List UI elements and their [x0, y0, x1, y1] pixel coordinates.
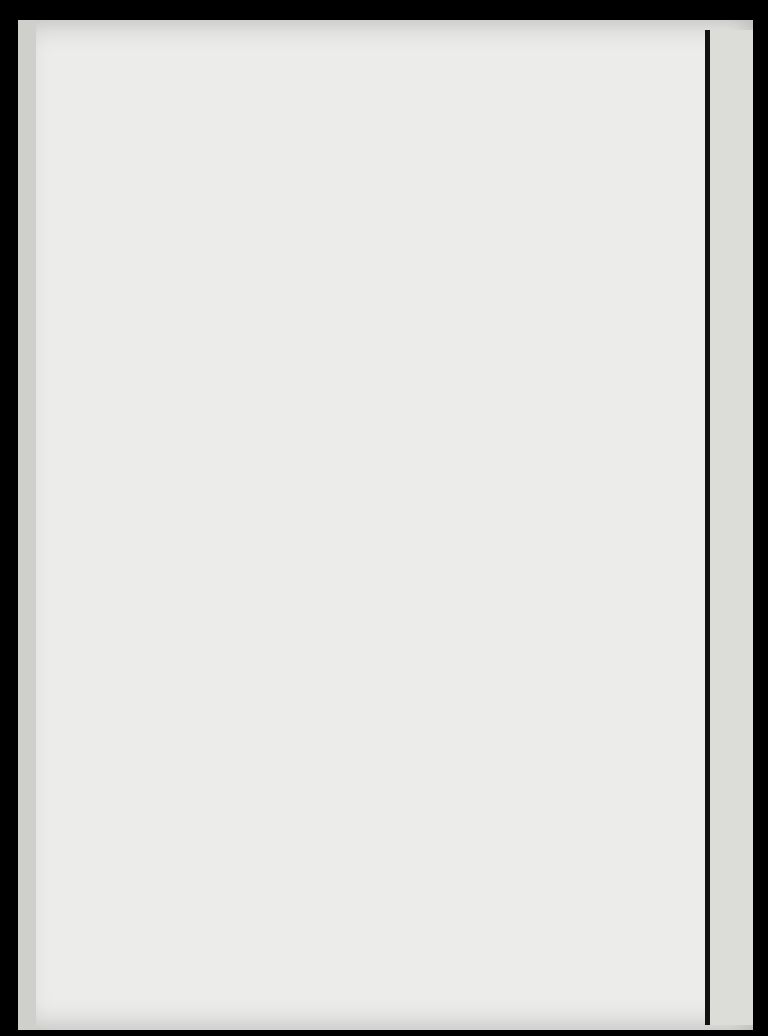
text-columns [150, 140, 650, 1000]
next-page-edge [710, 30, 753, 1025]
page-edge [18, 20, 36, 1030]
